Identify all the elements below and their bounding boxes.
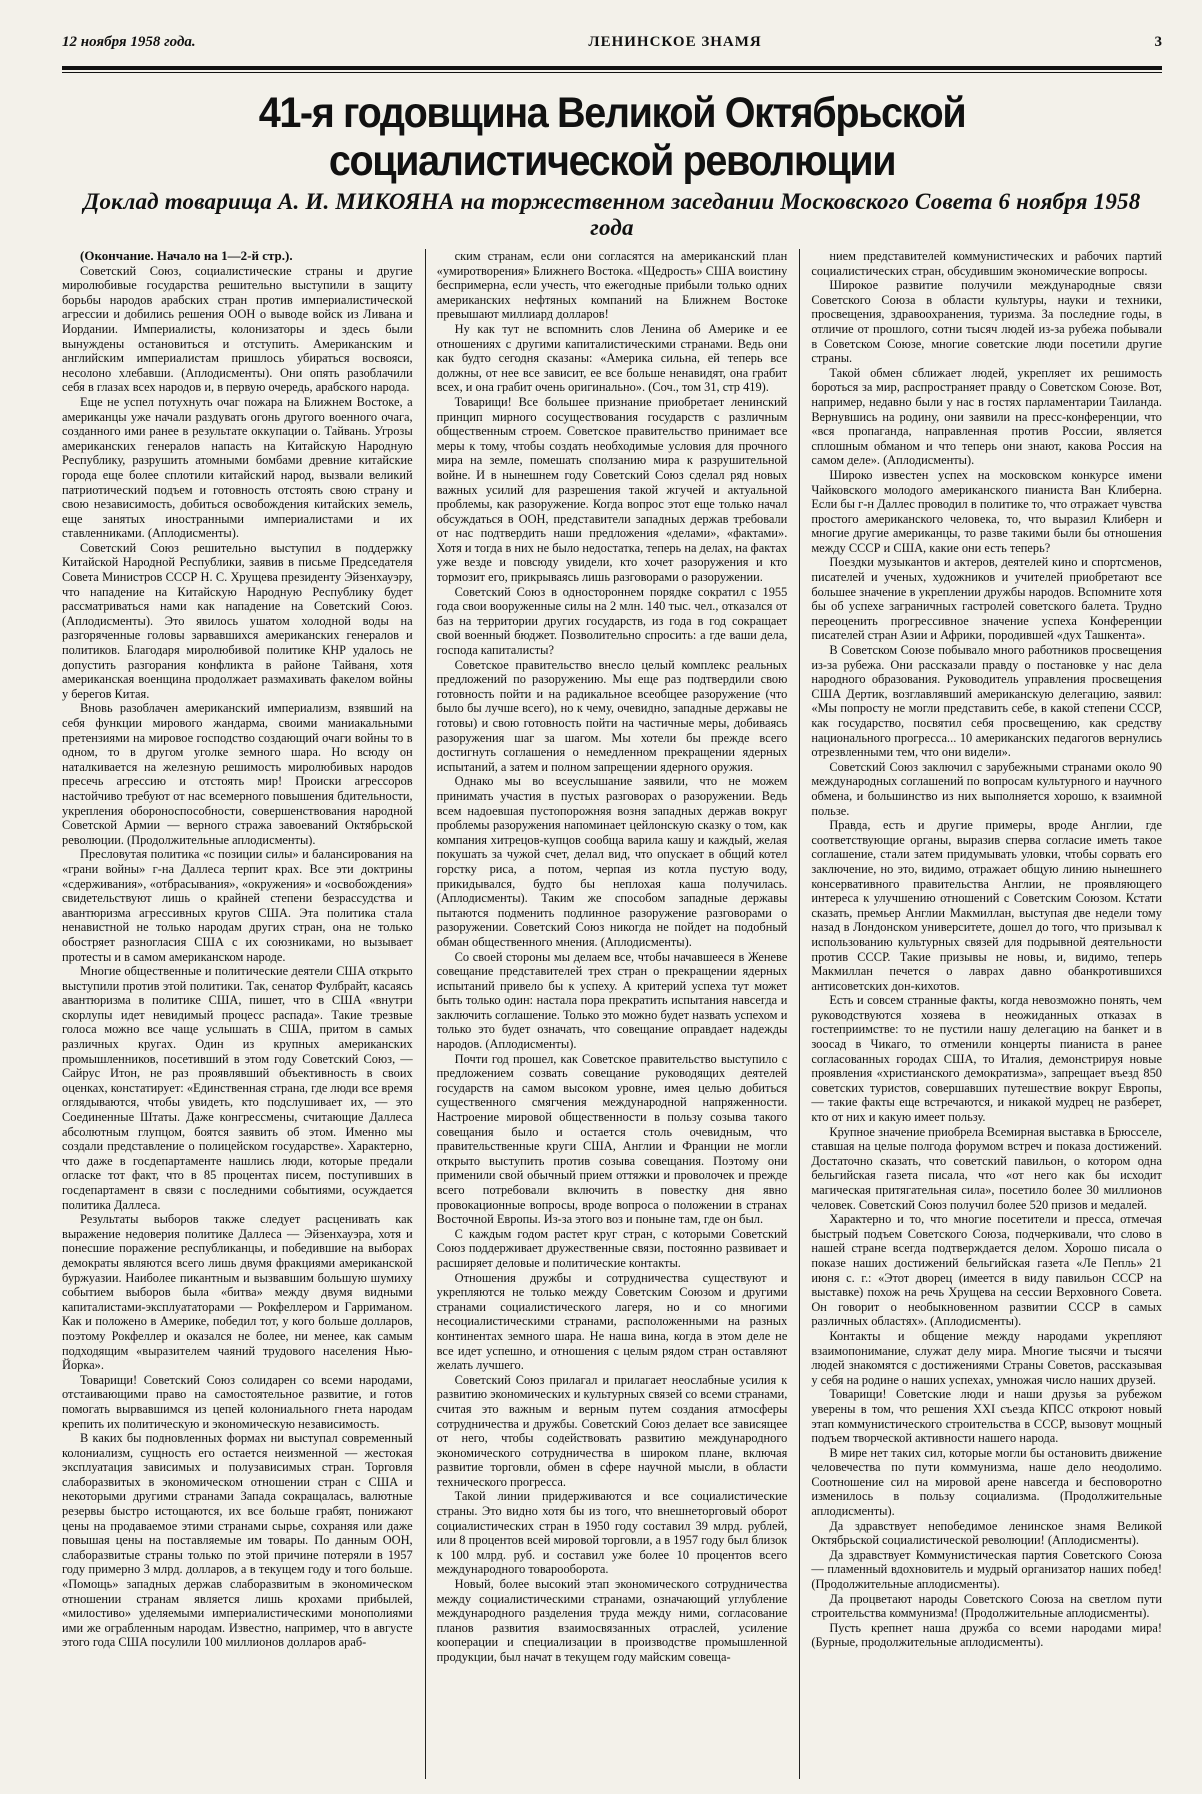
article-paragraph: Почти год прошел, как Советское правительство выступило с предложением созвать совещание руководящих деятелей государств на самом высоком уровне, имея целью добиться существенного смягчения международной напряженности. Настроение мировой общественности в пользу созыва такого совещания было и остается столь очевидным, что правительственные круги США, Англии и Франции не могли открыто выступить против созыва совещания. Поэтому они применили свой обычный прием оттяжки и проволочек и прежде всего потребовали включить в повестку дня явно провокационные вопросы, вроде вопроса о положении в странах Восточной Европы. Из-за этого воз и поныне там, где он был.: [436, 1051, 788, 1227]
text-column-2: [437, 249, 788, 1794]
article-paragraph: Такой линии придерживаются и все социалистические страны. Это видно хотя бы из того, что внешнеторговый оборот социалистических стран в 1950 году составил 39 млрд. рублей, или 8 процентов всей мировой торговли, а в 1957 году был близок к 100 млрд. руб. и составил уже более 10 процентов всего международного товарооборота.: [436, 1489, 788, 1577]
article-paragraph: С каждым годом растет круг стран, с которыми Советский Союз поддерживает дружественные связи, постоянно развивает и расширяет деловые и политические контакты.: [436, 1226, 788, 1270]
masthead: [62, 34, 1162, 60]
article-subheadline: Доклад товарища А. И. МИКОЯНА на торжественном заседании Московского Совета 6 ноября 1958 года: [83, 189, 1141, 240]
newspaper-name: ЛЕНИНСКОЕ ЗНАМЯ: [588, 34, 762, 50]
article-paragraph: Пресловутая политика «с позиции силы» и балансирования на «грани войны» г-на Даллеса терпит крах. Все эти доктрины «сдерживания», «отбрасывания», «окружения» и «освобождения» свидетельствуют лишь о крайней степени безрассудства и авантюризма агрессивных кругов США. Эта политика стала ненавистной не только народам других стран, она не только обостряет разногласия США с их союзниками, но вызывает протесты и в самом американском народе.: [62, 847, 413, 964]
issue-date: 12 ноября 1958 года.: [62, 34, 196, 50]
article-paragraph: Советский Союз заключил с зарубежными странами около 90 международных соглашений по вопросам культурного и научного обмена, и большинство из них выполняется хорошо, к взаимной пользе.: [811, 759, 1162, 818]
article-paragraph: Со своей стороны мы делаем все, чтобы начавшееся в Женеве совещание представителей трех стран о прекращении ядерных испытаний привело бы к успеху. А критерий успеха тут может быть только один: настала пора прекратить испытания навсегда и заключить соглашение. Только это можно будет назвать успехом и только это будет означать, что совещание оправдает надежды народов. (Аплодисменты).: [436, 949, 788, 1052]
article-paragraph: Отношения дружбы и сотрудничества существуют и укрепляются не только между Советским Союзом и другими странами социалистического лагеря, но и со многими несоциалистическими странами, расположенными на разных континентах земного шара. Не наша вина, когда в этом деле не все идет успешно, и отношения с целым рядом стран оставляют желать лучшего.: [436, 1270, 788, 1373]
article-paragraph: Товарищи! Советский Союз солидарен со всеми народами, отстаивающими право на самостоятельное развитие, и готов помогать вырвавшимся из цепей колониального гнета народам крепить их политическую и экономическую независимость.: [62, 1372, 413, 1431]
article-paragraph: Поездки музыкантов и актеров, деятелей кино и спортсменов, писателей и ученых, художников и учителей приобретают все большее значение в укреплении дружбы народов. Вспомните хотя бы об успехе заграничных гастролей советского балета. Трудно переоценить прогрессивное значение успеха Конференции писателей стран Азии и Африки, породившей «дух Ташкента».: [811, 555, 1162, 643]
text-column-3: [811, 249, 1162, 1794]
text-column-1: [62, 249, 413, 1794]
article-paragraph: нием представителей коммунистических и рабочих партий социалистических стран, обсудившим экономические вопросы.: [811, 249, 1162, 278]
article-paragraph: Товарищи! Все большее признание приобретает ленинский принцип мирного сосуществования государств с различным общественным строем. Советское правительство принимает все меры к тому, чтобы создать необходимые условия для прочного мира на земле, помешать сползанию мира к разрушительной войне. И в нынешнем году Советский Союз сделал ряд новых важных усилий для разрешения такой жгучей и актуальной проблемы, как разоружение. Когда вопрос этот еще только начал обсуждаться в ООН, представители западных держав требовали от нас подтвердить наши предложения «делами», «фактами». Хотя и тогда в них не было недостатка, теперь на делах, на фактах уже везде и повсюду увидели, кто хочет разоружения и кто тормозит его, прикрываясь лишь разговорами о разоружении.: [436, 394, 788, 585]
article-paragraph: Такой обмен сближает людей, укрепляет их решимость бороться за мир, распространяет правду о Советском Союзе. Вот, например, недавно были у нас в гостях парламентарии Таиланда. Вернувшись на родину, они заявили на пресс-конференции, что «вся пропаганда, направленная против России, является сплошным обманом и что теперь они знают, какова Россия на самом деле». (Аплодисменты).: [811, 365, 1162, 468]
article-paragraph: Товарищи! Советские люди и наши друзья за рубежом уверены в том, что решения XXI съезда КПСС откроют новый этап коммунистического строительства в СССР, вызовут мощный подъем творческой активности нашего народа.: [811, 1387, 1162, 1446]
article-paragraph: Да здравствует Коммунистическая партия Советского Союза — пламенный вдохновитель и мудрый организатор наших побед! (Продолжительные аплодисменты).: [811, 1547, 1162, 1592]
article-paragraph: Крупное значение приобрела Всемирная выставка в Брюсселе, ставшая на целые полгода форумом встреч и показа достижений. Достаточно сказать, что советский павильон, о котором одна бельгийская газета писала, что «от него как бы исходит магическая притягательная сила», посетило более 30 миллионов человек. Советский Союз получил более 520 призов и медалей.: [811, 1124, 1162, 1212]
article-paragraph: Советский Союз, социалистические страны и другие миролюбивые государства решительно выступили в защиту борьбы народов арабских стран против империалистической агрессии и добились решения ООН о выводе войск из Ливана и Иордании. Империалисты, колонизаторы и здесь были вынуждены остановиться и отступить. Американским и английским империалистам пришлось убираться восвояси, несолоно хлебавши. (Аплодисменты). Они опять разоблачили себя в глазах всех народов и, в первую очередь, арабского народа.: [62, 263, 413, 395]
article-paragraph: Широкое развитие получили международные связи Советского Союза в области культуры, науки и техники, просвещения, здравоохранения, туризма. За последние годы, в отличие от прошлого, сотни тысяч людей из-за рубежа побывали в Советском Союзе, многие советские люди посетили другие страны.: [811, 278, 1162, 366]
article-columns: [62, 249, 1162, 1794]
article-paragraph: Многие общественные и политические деятели США открыто выступили против этой политики. Так, сенатор Фулбрайт, касаясь авантюризма в политике США, пишет, что в США «внутри скорлупы идет невидимый процесс распада». Такие трезвые голоса можно все чаще услышать в США, притом в самых различных кругах. Один из крупных американских промышленников, посетивший в этом году Советский Союз, — Сайрус Итон, не раз проявлявший объективность в своих оценках, констатирует: «Единственная страна, где люди все время оглядываются, чтобы увидеть, кто подслушивает их, — это Соединенные Штаты. Даже конгрессмены, считающие Даллеса абсолютным глупцом, боятся заявить об этом. Именно мы создали представление о полицейском государстве». Характерно, что даже в госдепартаменте нашлись люди, которые предали огласке тот факт, что в 85 процентах писем, поступивших в госдепартамент в связи с последними событиями, осуждается политика Даллеса.: [62, 964, 413, 1212]
article-paragraph: Ну как тут не вспомнить слов Ленина об Америке и ее отношениях с другими капиталистическими странами. Ведь они как будто сегодня сказаны: «Америка сильна, ей теперь все должны, от нее все зависит, ее все больше ненавидят, она грабит всех, и она грабит очень оригинально». (Соч., том 31, стр 419).: [436, 321, 788, 395]
article-paragraph: Советский Союз решительно выступил в поддержку Китайской Народной Республики, заявив в письме Председателя Совета Министров СССР Н. С. Хрущева президенту Эйзенхауэру, что нападение на Китайскую Народную Республику будет рассматриваться нами как нападение на Советский Союз. (Аплодисменты). Это явилось ушатом холодной воды на разгоряченные головы зарвавшихся американских генералов и политиков. Благодаря миролюбивой политике КНР удалось не допустить разгорания конфликта в районе Тайваня, хотя американская военщина продолжает размахивать факелом войны у берегов Китая.: [62, 540, 413, 701]
article-paragraph: Еще не успел потухнуть очаг пожара на Ближнем Востоке, а американцы уже начали раздувать огонь другого военного очага, созданного ими ранее в результате оккупации о. Тайвань. Угрозы американских генералов напасть на Китайскую Народную Республику, разрушить атомными бомбами древние китайские города еще более сплотили китайский народ, вызвали великий патриотический подъем и готовность отстоять свою страну и свою независимость, добиться освобождения китайских земель, еще занятых иностранными империалистами и их ставленниками. (Аплодисменты).: [62, 394, 413, 541]
continued-note: (Окончание. Начало на 1—2-й стр.).: [80, 249, 293, 263]
article-paragraph: Есть и совсем странные факты, когда невозможно понять, чем руководствуются хозяева в неожиданных отказах в гостеприимстве: то не пустили нашу делегацию на банкет и в зоосад в Чикаго, то отменили концерты пианиста в ранее согласованных городах США, то Италия, демонстрируя новые проявления «христианского демократизма», запрещает въезд 850 советских туристов, совершавших путешествие вокруг Европы, — такие факты еще встречаются, и никакой мудрец не разберет, кто от них и какую имеет пользу.: [811, 993, 1162, 1125]
article-paragraph: Однако мы во всеуслышание заявили, что не можем принимать участия в пустых разговорах о разоружении. Ведь всем надоевшая пустопорожняя возня западных держав вокруг проблемы разоружения напоминает цейлонскую сказку о том, как компания хитрецов-купцов сообща варила кашу и каждый, желая покушать за чужой счет, делал вид, что опускает в общий котел горстку риса, а потом, черпая из котла пустую воду, прикидывался, будто бы неплохая каша получилась. (Аплодисменты). Таким же способом западные державы пытаются подменить подлинное разоружение разговорами о разоружении. Советский Союз никогда не пойдет на подобный обман общественного мнения. (Аплодисменты).: [436, 774, 788, 949]
article-paragraph: Контакты и общение между народами укрепляют взаимопонимание, служат делу мира. Многие тысячи и тысячи людей знакомятся с достижениями Страны Советов, рассказывая у себя на родине о наших успехах, умножая число наших друзей.: [811, 1328, 1162, 1387]
page-number: 3: [1154, 34, 1162, 50]
article-headline: 41-я годовщина Великой Октябрьской социалистической революции: [258, 89, 966, 185]
article-paragraph: Вновь разоблачен американский империализм, взявший на себя функции мирового жандарма, своими маниакальными претензиями на мировое господство создающий очаги войны то в одном, то в другом уголке земного шара. Но всюду он наталкивается на железную решимость миролюбивых народов пресечь агрессию и отстоять мир! Происки агрессоров настойчиво требуют от нас всемерного повышения бдительности, укрепления обороноспособности, совершенствования народной Советской Армии — верного стража завоеваний Октябрьской революции. (Продолжительные аплодисменты).: [62, 701, 413, 847]
article-paragraph: В мире нет таких сил, которые могли бы остановить движение человечества по пути коммунизма, наше дело неодолимо. Соотношение сил на мировой арене навсегда и бесповоротно изменилось в пользу социализма. (Продолжительные аплодисменты).: [811, 1445, 1162, 1519]
article-paragraph: Правда, есть и другие примеры, вроде Англии, где соответствующие органы, выразив сперва согласие иметь такое соглашение, стали затем придумывать уловки, чтобы сорвать его заключение, но это, видимо, отражает общую линию нынешнего консервативного правительства Англии, не проявляющего интереса к улучшению отношений с Советским Союзом. Кстати сказать, премьер Англии Макмиллан, выступая две недели тому назад в Лондонском университете, дошел до того, что призывал к использованию культурных связей для подрывной деятельности против СССР. Такие призывы не новы, и, видимо, теперь Макмиллан печется о лаврах давно обанкротившихся антисоветских дон-кихотов.: [811, 818, 1162, 993]
article-paragraph: Да здравствует непобедимое ленинское знамя Великой Октябрьской социалистической революции! (Аплодисменты).: [811, 1518, 1162, 1548]
article-paragraph: Советское правительство внесло целый комплекс реальных предложений по разоружению. Мы еще раз подтвердили свою готовность пойти и на радикальное всеобщее разоружение (что было бы лучше всего), но к чему, очевидно, западные державы не готовы) и свою готовность пойти на частичные меры, добиваясь разоружения шаг за шагом. Мы хотели бы прежде всего достигнуть соглашения о немедленном прекращении ядерных испытаний, а затем и полном запрещении ядерного оружия.: [436, 657, 788, 774]
article-paragraph: Характерно и то, что многие посетители и пресса, отмечая быстрый подъем Советского Союза, подчеркивали, что слово в нашей стране всегда подтверждается делом. Хорошо писала о показе наших достижений бельгийская газета «Ле Пепль» 21 июня с. г.: «Этот дворец (имеется в виду павильон СССР на выставке) похож на речь Хрущева на сессии Верховного Совета. Он говорит о необыкновенном развитии СССР в самых различных областях». (Аплодисменты).: [811, 1212, 1162, 1329]
masthead-rule-thin: [62, 72, 1162, 73]
article-paragraph: Советский Союз прилагал и прилагает неослабные усилия к развитию экономических и культурных связей со всеми странами, считая это важным и верным путем создания атмосферы сотрудничества и дружбы. Советский Союз делает все зависящее от него, чтобы содействовать развитию международного экономического сотрудничества в широком плане, включая развитие торговли, обмен в сфере научной мысли, в области технического прогресса.: [436, 1372, 788, 1489]
article-paragraph: В Советском Союзе побывало много работников просвещения из-за рубежа. Они рассказали правду о постановке у нас дела народного образования. Руководитель управления просвещения США Дертик, возглавлявший американскую делегацию, заявил: «Мы попросту не могли представить себе, в какой степени СССР, как государство, посвятил себя просвещению, как средству национального прогресса... 10 американских педагогов вернулись отрезвленными тем, что они видели».: [811, 643, 1162, 760]
article-paragraph: Широко известен успех на московском конкурсе имени Чайковского молодого американского пианиста Ван Клиберна. Если бы г-н Даллес проводил в политике то, что отражает чувства простого американского человека, то, что выразил Клиберн и многие другие американцы, то разве такими были бы отношения между СССР и США, какие они есть теперь?: [811, 467, 1162, 555]
article-paragraph: Да процветают народы Советского Союза на светлом пути строительства коммунизма! (Продолжительные аплодисменты).: [811, 1591, 1162, 1621]
article-paragraph: Пусть крепнет наша дружба со всеми народами мира! (Бурные, продолжительные аплодисменты).: [811, 1620, 1162, 1650]
masthead-rule: [62, 66, 1162, 70]
article-paragraph: Результаты выборов также следует расценивать как выражение недоверия политике Даллеса — Эйзенхауэра, хотя и понесшие поражение республиканцы, и победившие на выборах демократы являются всего лишь двумя фракциями американской буржуазии. Наиболее пикантным и вызвавшим большую шумиху событием выборов была «битва» между двумя видными капиталистами-эксплуататорами — Рокфеллером и Гарриманом. Как и положено в Америке, победил тот, у кого больше долларов, поэтому Рокфеллер и оказался не более, ни менее, как самым подходящим «выразителем чаяний трудового населения Нью-Йорка».: [62, 1212, 413, 1373]
article-paragraph: Советский Союз в одностороннем порядке сократил с 1955 года свои вооруженные силы на 2 млн. 140 тыс. чел., отказался от баз на территории других государств, из года в год сокращает свой военный бюджет. Позволительно спросить: а где ваши дела, господа капиталисты?: [436, 584, 788, 658]
article-paragraph: В каких бы подновленных формах ни выступал современный колониализм, сущность его остается неизменной — жестокая эксплуатация зависимых и полузависимых стран. Торговля слаборазвитых в экономическом отношении стран с США и некоторыми другими странами Запада сокращалась, валютные резервы быстро истощаются, их все больше грабят, понижают цены на продаваемое этими странами сырье, сохраняя или даже повышая цены на поставляемые им товары. По данным ООН, слаборазвитые страны только по этой причине потеряли в 1957 году примерно 3 млрд. долларов, а в текущем году и того больше. «Помощь» западных держав слаборазвитым в экономическом отношении странам является лишь крохами прибылей, «милостиво» уделяемыми империалистическими монополиями ими же ограбленным народам. Известно, например, что в августе этого года США посулили 100 миллионов долларов араб-: [62, 1431, 413, 1650]
article-paragraph: ским странам, если они согласятся на американский план «умиротворения» Ближнего Востока. «Щедрость» США воистину беспримерна, если учесть, что ежегодные прибыли только одних американских нефтяных компаний на Ближнем Востоке превышают миллиард долларов!: [436, 249, 788, 322]
article-paragraph: Новый, более высокий этап экономического сотрудничества между социалистическими странами, означающий углубление международного разделения труда между ними, согласование планов развития взаимосвязанных отраслей, усиление кооперации и специализации в производстве промышленной продукции, был начат в текущем году майским совеща-: [436, 1577, 788, 1664]
